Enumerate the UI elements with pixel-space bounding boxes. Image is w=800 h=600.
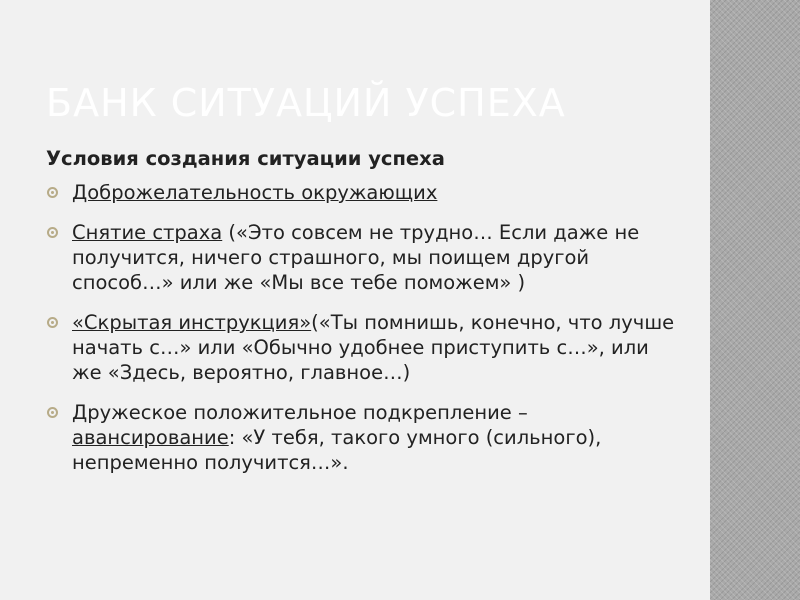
bullet-item: [46, 180, 676, 205]
bullet-text: («Это совсем не трудно… Если даже не получится, ничего страшного, мы поищем другой способ…» или же «Мы все тебе поможем» ): [72, 221, 640, 294]
slide-title: БАНК СИТУАЦИЙ УСПЕХА: [46, 81, 566, 125]
decorative-side-band: [710, 0, 800, 600]
bullet-text: : «У тебя, такого умного (сильного), непременно получится…».: [72, 426, 602, 474]
bullet-underlined-text: «Скрытая инструкция»: [72, 311, 312, 334]
bullet-circle-icon: [47, 317, 58, 328]
bullet-underlined-text: Снятие страха: [72, 221, 223, 244]
bullet-item: [46, 400, 676, 475]
slide-subtitle: Условия создания ситуации успеха: [46, 147, 445, 170]
bullet-circle-icon: [47, 227, 58, 238]
bullet-underlined-text: Доброжелательность окружающих: [72, 181, 438, 204]
bullet-list: [46, 180, 676, 490]
bullet-text-before: Дружеское положительное подкрепление –: [72, 401, 528, 424]
bullet-item: [46, 310, 676, 385]
bullet-text: («Ты помнишь, конечно, что лучше начать с…» или «Обычно удобнее приступить с…», или же «Здесь, вероятно, главное…): [72, 311, 675, 384]
bullet-circle-icon: [47, 187, 58, 198]
bullet-circle-icon: [47, 407, 58, 418]
bullet-item: [46, 220, 676, 295]
bullet-underlined-text: авансирование: [72, 426, 229, 449]
